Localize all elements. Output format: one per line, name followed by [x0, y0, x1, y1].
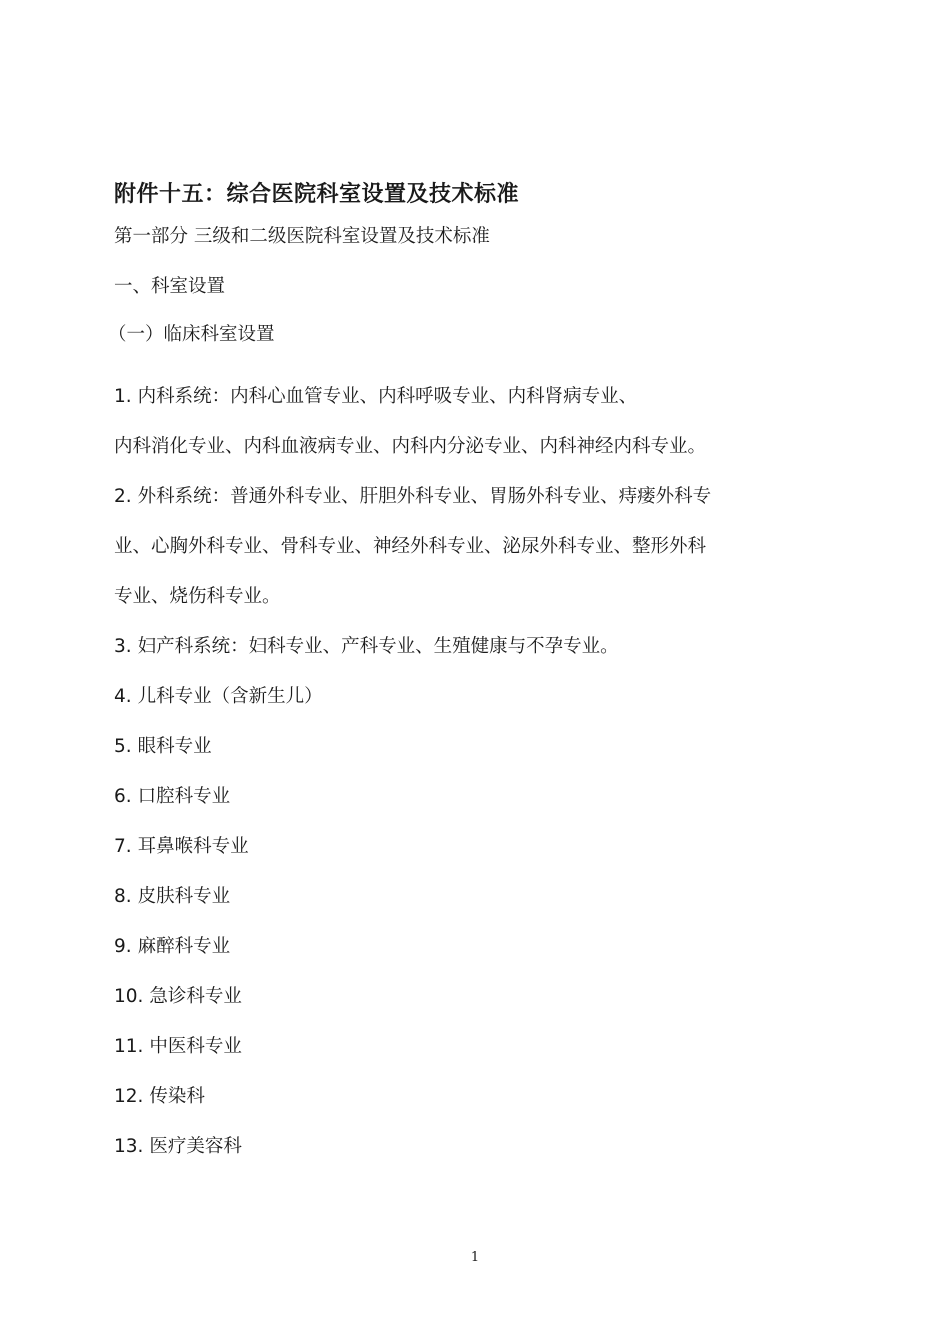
item-text: 外科系统：普通外科专业、肝胆外科专业、胃肠外科专业、痔瘘外科专	[137, 486, 712, 507]
list-item-continuation: 专业、烧伤科专业。	[114, 586, 281, 607]
item-text: 内科系统：内科心血管专业、内科呼吸专业、内科肾病专业、	[137, 386, 638, 407]
item-number: 2.	[114, 486, 132, 507]
item-text: 耳鼻喉科专业	[137, 836, 249, 857]
list-item	[114, 922, 804, 972]
list-item	[114, 772, 804, 822]
list-item	[114, 1072, 804, 1122]
item-number: 11.	[114, 1036, 144, 1057]
list-item	[114, 872, 804, 922]
item-number: 1.	[114, 386, 132, 407]
subsection-heading: （一）临床科室设置	[108, 324, 275, 345]
item-text: 医疗美容科	[149, 1136, 242, 1157]
list-item	[114, 722, 804, 772]
list-item-continuation: 内科消化专业、内科血液病专业、内科内分泌专业、内科神经内科专业。	[114, 436, 707, 457]
list-item-continuation: 业、心胸外科专业、骨科专业、神经外科专业、泌尿外科专业、整形外科	[114, 536, 707, 557]
item-text: 麻醉科专业	[137, 936, 231, 957]
list-item	[114, 1022, 804, 1072]
item-text: 儿科专业（含新生儿）	[137, 686, 323, 707]
item-number: 13.	[114, 1136, 144, 1157]
item-number: 12.	[114, 1086, 144, 1107]
item-number: 8.	[114, 886, 132, 907]
item-text: 急诊科专业	[149, 986, 242, 1007]
item-text: 妇产科系统：妇科专业、产科专业、生殖健康与不孕专业。	[137, 636, 619, 657]
list-item	[114, 672, 804, 722]
item-number: 7.	[114, 836, 132, 857]
document-title: 附件十五：综合医院科室设置及技术标准	[114, 182, 520, 207]
list-item	[114, 972, 804, 1022]
item-text: 皮肤科专业	[137, 886, 231, 907]
document-body	[108, 176, 804, 1172]
part-heading: 第一部分 三级和二级医院科室设置及技术标准	[114, 226, 490, 247]
item-number: 9.	[114, 936, 132, 957]
item-text: 传染科	[149, 1086, 205, 1107]
item-text: 眼科专业	[137, 736, 212, 757]
list-item	[114, 622, 804, 672]
item-number: 4.	[114, 686, 132, 707]
item-number: 5.	[114, 736, 132, 757]
item-number: 3.	[114, 636, 132, 657]
list-item	[114, 472, 804, 522]
list-item	[114, 1122, 804, 1172]
list-item	[114, 822, 804, 872]
list-item	[114, 372, 804, 422]
section-heading: 一、科室设置	[114, 276, 226, 297]
item-text: 口腔科专业	[137, 786, 231, 807]
item-number: 6.	[114, 786, 132, 807]
item-text: 中医科专业	[149, 1036, 242, 1057]
page-number: 1	[470, 1250, 480, 1265]
item-number: 10.	[114, 986, 144, 1007]
